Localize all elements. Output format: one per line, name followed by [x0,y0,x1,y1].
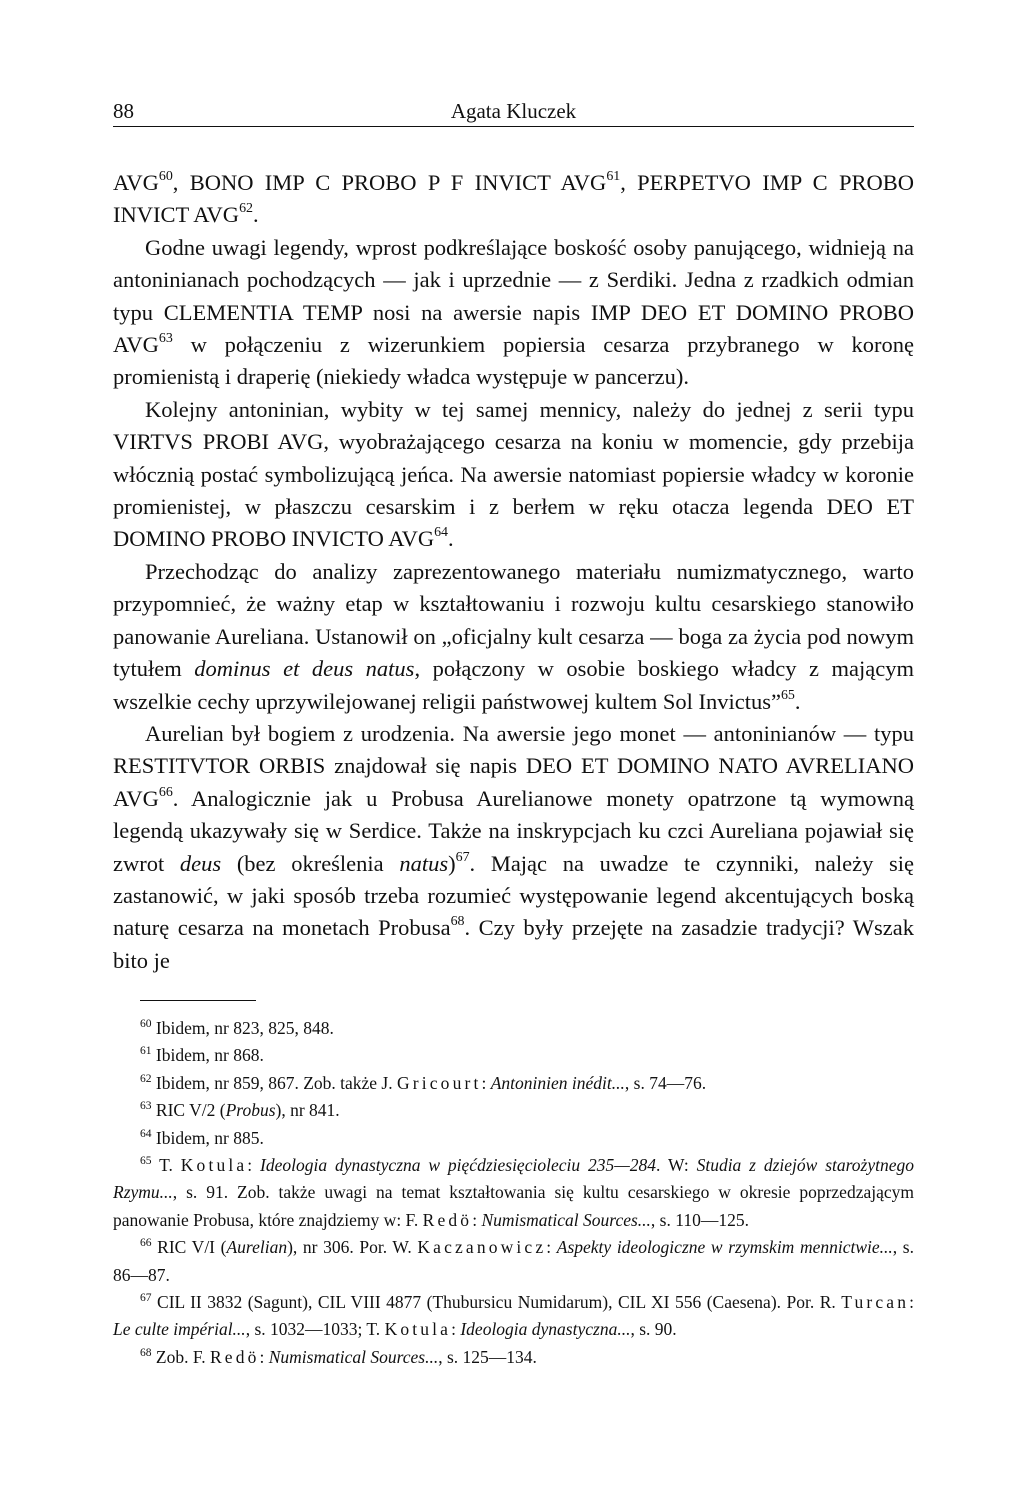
text-run: RIC V/I ( [151,1237,227,1258]
footnote-ref: 62 [239,201,253,217]
footnote-67 [113,1289,914,1344]
text-run: : [909,1292,914,1313]
italic-title: Antoninien inédit... [490,1072,625,1093]
italic-title: Numismatical Sources... [268,1346,439,1367]
page-number: 88 [113,99,134,123]
italic-title: Numismatical Sources... [481,1209,651,1230]
footnote-ref: 68 [450,914,465,930]
text-run: . Analogicznie jak u Probusa Aurelianowe monety opatrzone tą wymowną legendą ukazywały się w Serdice. Także na inskrypcjach ku czci Aureliana pojawiał się zwrot [113,785,914,876]
text-run: . [253,202,259,228]
footnote-ref: 65 [780,687,795,703]
footnote-number: 61 [140,1045,152,1058]
paragraph-3 [113,394,914,556]
text-run: ) [448,850,456,876]
text-run: : [259,1346,269,1367]
text-run: ), nr 841. [275,1100,340,1121]
italic-title: Ideologia dynastyczna w pięćdziesięcioleciu 235—284 [260,1155,657,1176]
text-run: , BONO IMP C PROBO P F INVICT AVG [172,170,607,195]
text-run: : [451,1319,461,1340]
text-run: : [546,1237,557,1258]
italic-title: Le culte impérial... [113,1319,246,1340]
italic-term: deus [179,850,222,876]
footnote-63 [113,1097,914,1124]
text-run: , s. 91. Zob. także uwagi na temat kształtowania się kultu cesarskiego w okresie poprzedzającym panowanie Probusa, które znajdziemy w: F. [113,1182,914,1230]
text-run: , s. 74—76. [624,1072,707,1093]
italic-title: Ideologia dynastyczna... [460,1319,631,1340]
text-run: . [448,526,454,552]
text-run: Zob. F. [151,1346,210,1367]
paragraph-1 [113,167,914,232]
text-run: Ibidem, nr 885. [151,1127,264,1148]
footnote-60 [113,1015,914,1042]
running-head-author: Agata Kluczek [450,99,577,123]
text-run: : [481,1072,491,1093]
footnote-number: 66 [140,1237,152,1250]
footnote-number: 63 [140,1100,152,1113]
author-name: Redö [422,1209,473,1230]
text-run: ), nr 306. Por. W. [287,1237,418,1258]
italic-term: natus [399,850,449,876]
author-name: Kaczanowicz [417,1237,547,1258]
text-run: (bez określenia [221,850,400,876]
footnote-68 [113,1344,914,1371]
footnote-ref: 64 [434,525,449,541]
text-run: . Czy były przejęte na zasadzie tradycji? Wszak bito je [113,915,914,973]
text-run: : [247,1155,261,1176]
text-run: Kolejny antoninian, wybity w tej samej mennicy, należy do jednej z serii typu VIRTVS PROBI AVG, wyobrażającego cesarza na koniu w momencie, gdy przebija włócznią postać symbolizującą jeńca. Na awersie natomiast popiersie władcy w koronie promienistej, w płaszczu cesarskim i z berłem w ręku otacza legenda DEO ET DOMINO PROBO INVICTO AVG [113,396,914,552]
text-run: . W: [656,1155,697,1176]
italic-title: Probus [225,1100,276,1121]
text-run: T. [151,1155,181,1176]
text-run: , połączony w osobie boskiego władcy z mającym wszelkie cechy uprzywilejowanej religii państwowej kultem Sol Invictus” [113,656,915,714]
author-name: Kotula [384,1319,452,1340]
italic-title: Aurelian [226,1237,288,1258]
paragraph-4 [113,556,914,718]
italic-title: Studia z dziejów starożytnego Rzymu... [113,1155,914,1203]
footnote-ref: 63 [158,331,173,346]
footnote-number: 64 [140,1127,152,1140]
footnote-separator [140,1000,256,1001]
text-run: w połączeniu z wizerunkiem popiersia cesarza przybranego w koronę promienistą i draperię (niekiedy władca występuje w pancerzu). [113,332,914,390]
footnote-65 [113,1152,914,1234]
footnote-number: 67 [140,1292,152,1305]
text-run: : [472,1209,482,1230]
paragraph-2 [113,232,914,394]
text-run: CIL II 3832 (Sagunt), CIL VIII 4877 (Thubursicu Numidarum), CIL XI 556 (Caesena). Por. R. [151,1292,842,1313]
text-run: , s. 90. [630,1319,677,1340]
footnote-ref: 61 [606,168,621,184]
text-run: Ibidem, nr 868. [151,1045,264,1066]
paragraph-5 [113,718,914,977]
text-run: . [794,688,801,714]
footnote-62 [113,1070,914,1097]
author-name: Turcan [841,1292,910,1313]
footnote-number: 60 [140,1018,152,1031]
text-run: Aurelian był bogiem z urodzenia. Na awersie jego monet — antoninianów — typu RESTITVTOR ORBIS znajdował się napis DEO ET DOMINO NATO AVRELIANO AVG [113,720,914,811]
text-run: , s. 1032—1033; T. [245,1319,385,1340]
footnote-66 [113,1234,914,1289]
footnote-64 [113,1125,914,1152]
text-run: , s. 125—134. [438,1346,537,1367]
running-header [113,96,914,127]
text-run: , PERPETVO IMP C PROBO INVICT AVG [113,170,914,228]
text-run: Ibidem, nr 823, 825, 848. [151,1018,334,1038]
text-run: AVG [113,170,159,195]
text-run: . Mając na uwadze te czynniki, należy się zastanowić, w jaki sposób trzeba rozumieć występowanie legend akcentujących boską naturę cesarza na monetach Probusa [113,850,914,941]
footnote-ref: 67 [455,849,470,865]
text-run: RIC V/2 ( [151,1100,226,1121]
footnote-number: 62 [140,1072,152,1085]
text-run: Ibidem, nr 859, 867. Zob. także J. [151,1072,397,1093]
footnotes [113,1015,914,1371]
footnote-number: 68 [140,1346,152,1359]
text-run: , s. 86—87. [113,1237,914,1285]
author-name: Kotula [180,1155,248,1176]
body-text [113,167,914,977]
footnote-ref: 60 [158,168,173,184]
footnote-ref: 66 [158,784,173,800]
text-run: Godne uwagi legendy, wprost podkreślające boskość osoby panującego, widnieją na antoninianach pochodzących — jak i uprzednie — z Serdiki. Jedna z rzadkich odmian typu CLEMENTIA TEMP nosi na awersie napis IMP DEO ET DOMINO PROBO AVG [113,234,914,358]
text-run: , s. 110—125. [650,1209,749,1230]
italic-term: dominus et deus natus [194,656,415,682]
author-name: Gricourt [396,1072,482,1093]
author-name: Redö [209,1346,260,1367]
italic-title: Aspekty ideologiczne w rzymskim mennictwie... [556,1237,893,1258]
text-run: Przechodząc do analizy zaprezentowanego materiału numizmatycznego, warto przypomnieć, że ważny etap w kształtowaniu i rozwoju kultu cesarskiego stanowiło panowanie Aureliana. Ustanowił on „oficjalny kult cesarza — boga za życia pod nowym tytułem [113,558,914,682]
footnote-number: 65 [140,1155,152,1168]
footnote-61 [113,1042,914,1069]
